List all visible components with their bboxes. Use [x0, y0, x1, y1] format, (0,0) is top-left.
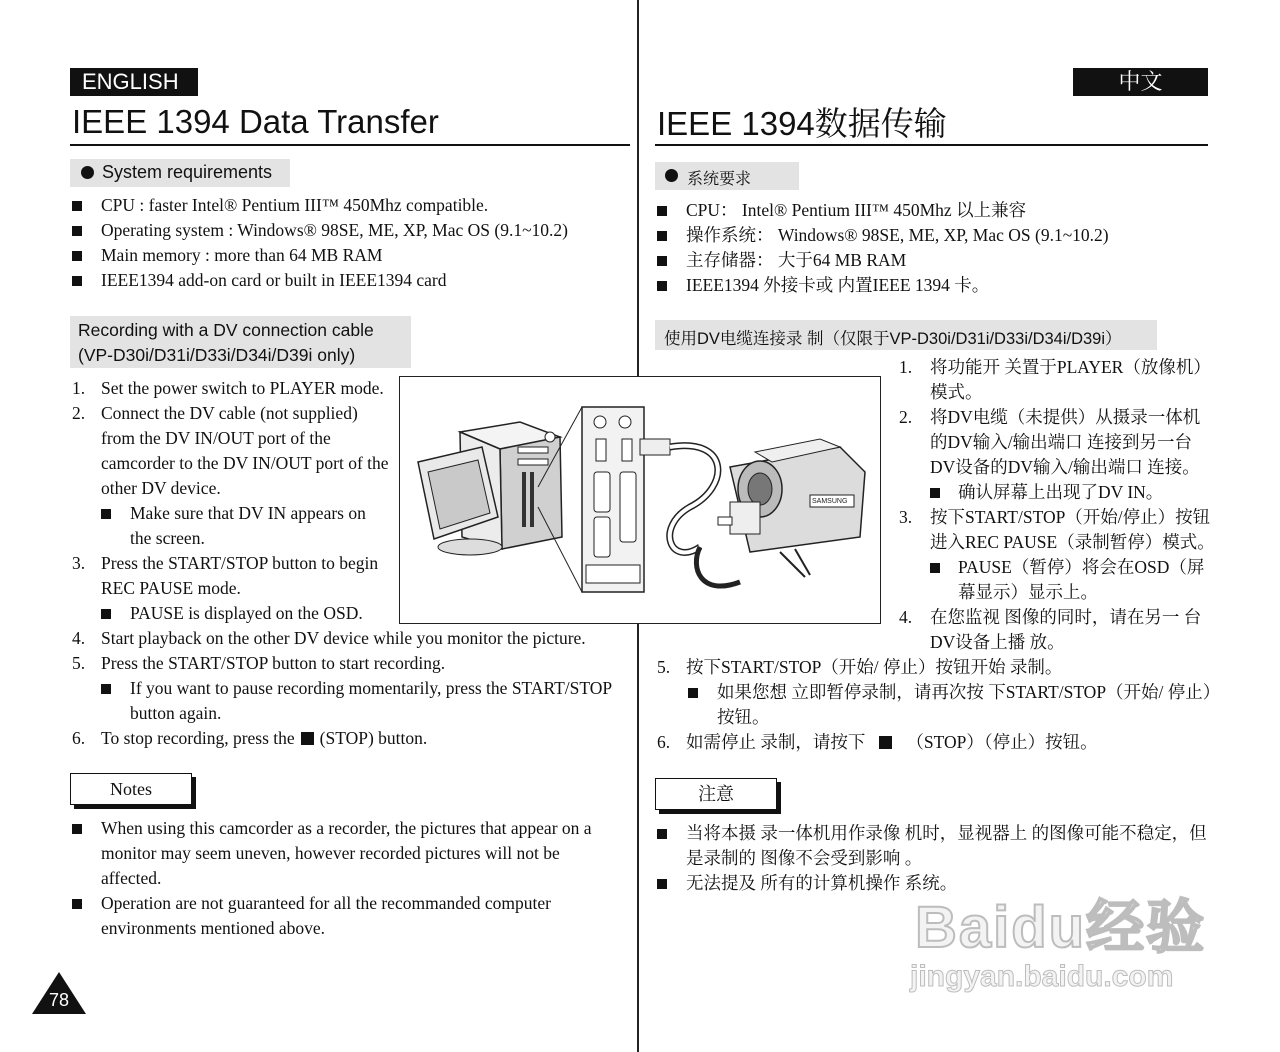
- square-bullet-icon: [101, 684, 111, 694]
- square-bullet-icon: [930, 488, 940, 498]
- list-item: 无法提及 所有的计算机操作 系统。: [657, 871, 1217, 896]
- notes-list-english: When using this camcorder as a recorder, the pictures that appear on a monitor may seem uneven, however recorded pictures will not be affected. Operation are not guaranteed for all the recommanded computer environments mentioned above.: [72, 816, 632, 941]
- square-bullet-icon: [657, 231, 667, 241]
- recording-steps-chinese-upper: 1. 将功能开 关置于PLAYER（放像机） 模式。 2. 将DV电缆（未提供）从摄录一体机 的DV输入/输出端口 连接到另一台 DV设备的DV输入/输出端口 连接。 确认屏幕上出现了DV IN。 3. 按下START/STOP（开始/停止）按钮 进入REC PAUSE（录制暂停）模式。 PAUSE（暂停）将会在OSD（屏 幕显示）显示上。 4. 在您监视 图像的同时，请在另一 台 DV设备上播 放。: [899, 357, 1215, 652]
- recording-heading-line: (VP-D30i/D31i/D33i/D34i/D39i only): [78, 345, 356, 365]
- watermark-url: jingyan.baidu.com: [910, 960, 1174, 993]
- title-rule: [655, 144, 1208, 146]
- list-item: Operation are not guaranteed for all the recommanded computer: [72, 891, 632, 916]
- square-bullet-icon: [72, 824, 82, 834]
- recording-heading-chinese: [655, 320, 1157, 350]
- recording-heading-line: 使用DV电缆连接录 制（仅限于VP-D30i/D31i/D33i/D34i/D39i）: [664, 330, 1122, 348]
- recording-steps-english: 1. Set the power switch to PLAYER mode. 2. Connect the DV cable (not supplied) from the DV IN/OUT port of the camcorder to the DV IN/OUT port of the other DV device. Make sure that DV IN appears on the screen. 3. Press the START/STOP button to begin REC PAUSE mode. PAUSE is displayed on the OSD. 4. Start playback on the other DV device while you monitor the picture. 5. Press the START/STOP button to start recording. If you want to pause recording momentarily, press the START/STOP button again. 6. To stop recording, press the (STOP) button.: [72, 378, 613, 748]
- language-tag-english: [70, 68, 198, 96]
- list-item: Operating system : Windows® 98SE, ME, XP, Mac OS (9.1~10.2): [72, 218, 632, 243]
- notes-label-box: [70, 773, 192, 805]
- notes-label-box-chinese: [655, 778, 777, 810]
- step-text: 按下START/STOP（开始/ 停止）按钮开始 录制。: [686, 657, 1063, 677]
- list-item: 操作系统： Windows® 98SE, ME, XP, Mac OS (9.1~10.2): [657, 223, 1217, 248]
- list-item: IEEE1394 外接卡或 内置IEEE 1394 卡。: [657, 273, 1217, 298]
- page-title-english: IEEE 1394 Data Transfer: [72, 103, 439, 140]
- square-bullet-icon: [688, 688, 698, 698]
- notes-list-chinese: 当将本摄 录一体机用作录像 机时，显视器上 的图像可能不稳定，但 是录制的 图像不会受到影响 。 无法提及 所有的计算机操作 系统。: [657, 821, 1217, 896]
- list-item: 主存储器： 大于64 MB RAM: [657, 248, 1217, 273]
- list-item: 当将本摄 录一体机用作录像 机时，显视器上 的图像可能不稳定，但: [657, 821, 1217, 846]
- square-bullet-icon: [72, 899, 82, 909]
- step-text: 如需停止 录制，请按下: [686, 732, 866, 752]
- step-text: Start playback on the other DV device while you monitor the picture.: [101, 628, 586, 648]
- dv-connection-illustration: [399, 376, 881, 624]
- heading-label: 系统要求: [687, 171, 752, 188]
- step-text: 按下START/STOP（开始/停止）按钮: [930, 507, 1211, 527]
- list-item: When using this camcorder as a recorder, the pictures that appear on a: [72, 816, 632, 841]
- stop-square-icon: [879, 736, 892, 749]
- pc-camcorder-diagram: [400, 377, 880, 623]
- square-bullet-icon: [657, 879, 667, 889]
- step-text: Connect the DV cable (not supplied): [101, 403, 358, 423]
- square-bullet-icon: [72, 276, 82, 286]
- square-bullet-icon: [101, 509, 111, 519]
- recording-heading-line: Recording with a DV connection cable: [78, 320, 374, 340]
- page-title-chinese: IEEE 1394数据传输: [657, 105, 947, 142]
- title-rule: [70, 144, 630, 146]
- bullet-dot-icon: [665, 169, 678, 182]
- list-item: CPU : faster Intel® Pentium III™ 450Mhz compatible.: [72, 193, 632, 218]
- step-text: Set the power switch to PLAYER mode.: [101, 378, 384, 398]
- square-bullet-icon: [657, 206, 667, 216]
- system-requirements-list-chinese: [657, 198, 1217, 298]
- stop-square-icon: [301, 732, 314, 745]
- notes-label: Notes: [110, 779, 152, 799]
- square-bullet-icon: [930, 563, 940, 573]
- heading-label: System requirements: [102, 162, 273, 182]
- system-requirements-list: [72, 193, 632, 293]
- step-text: Press the START/STOP button to begin: [101, 553, 379, 573]
- square-bullet-icon: [72, 226, 82, 236]
- recording-heading: [70, 316, 411, 368]
- notes-label: 注意: [698, 784, 734, 804]
- square-bullet-icon: [657, 829, 667, 839]
- camcorder-brand-label: SAMSUNG: [812, 498, 848, 505]
- list-item: Main memory : more than 64 MB RAM: [72, 243, 632, 268]
- watermark-logo: Baidu经验: [915, 895, 1207, 960]
- square-bullet-icon: [657, 281, 667, 291]
- system-requirements-heading-chinese: [655, 162, 799, 190]
- recording-steps-chinese-lower: 5. 按下START/STOP（开始/ 停止）按钮开始 录制。 如果您想 立即暂停录制，请再次按 下START/STOP（开始/ 停止） 按钮。 6. 如需停止 录制，请按下 （STOP）（停止）按钮。: [657, 657, 1221, 752]
- page-number: 78: [48, 990, 70, 1010]
- square-bullet-icon: [101, 609, 111, 619]
- bullet-dot-icon: [81, 166, 94, 179]
- square-bullet-icon: [72, 201, 82, 211]
- square-bullet-icon: [72, 251, 82, 261]
- list-item: IEEE1394 add-on card or built in IEEE1394 card: [72, 268, 632, 293]
- step-text: 将DV电缆（未提供）从摄录一体机: [930, 407, 1201, 427]
- language-tag-label: 中文: [1118, 69, 1163, 94]
- system-requirements-heading: [70, 159, 290, 187]
- step-text: 将功能开 关置于PLAYER（放像机）: [930, 357, 1211, 377]
- language-tag-chinese: [1073, 68, 1208, 96]
- step-text: 在您监视 图像的同时，请在另一 台: [930, 607, 1202, 627]
- page-number-badge: [30, 970, 88, 1021]
- language-tag-label: ENGLISH: [82, 69, 179, 94]
- step-text: Press the START/STOP button to start recording.: [101, 653, 446, 673]
- list-item: CPU： Intel® Pentium III™ 450Mhz 以上兼容: [657, 198, 1217, 223]
- step-text: To stop recording, press the: [101, 728, 295, 748]
- square-bullet-icon: [657, 256, 667, 266]
